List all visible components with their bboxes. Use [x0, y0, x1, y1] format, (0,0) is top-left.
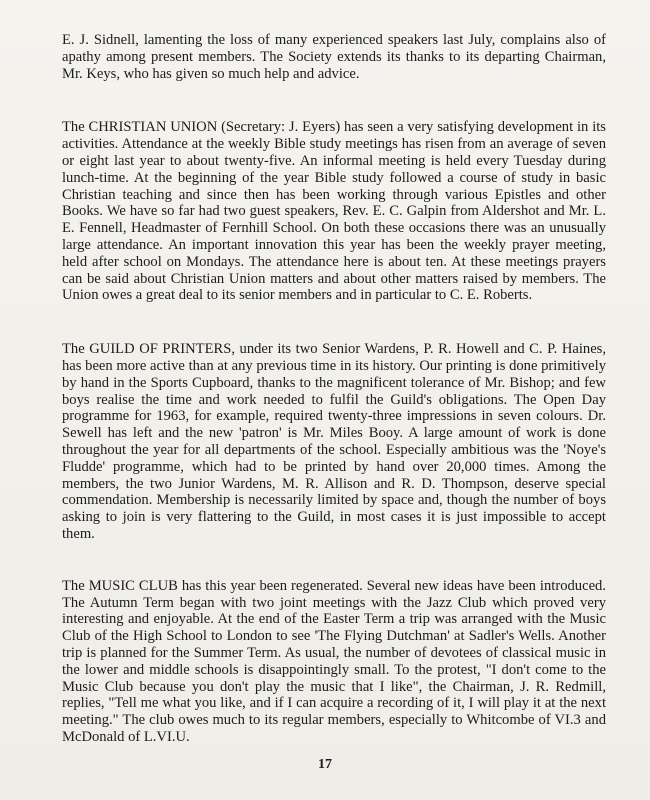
paragraph-music-club: The MUSIC CLUB has this year been regenerated. Several new ideas have been introduced. The Autumn Term began with two joint meetings with the Jazz Club which proved very interesting and enjoyable. At the end of the Easter Term a trip was arranged with the Music Club of the High School to London to see 'The Flying Dutchman' at Sadler's Wells. Another trip is planned for the Summer Term. As usual, the number of devotees of classical music in the lower and middle schools is disappointingly small. To the protest, "I don't come to the Music Club because you don't play the music that I like", the Chairman, J. R. Redmill, replies, "Tell me what you like, and if I can acquire a recording of it, I will play it at the next meeting." The club owes much to its regular members, especially to Whitcombe of VI.3 and McDonald of L.VI.U. [62, 577, 606, 745]
paragraph-debating-society: E. J. Sidnell, lamenting the loss of many experienced speakers last July, complains also of apathy among present members. The Society extends its thanks to its departing Chairman, Mr. Keys, who has given so much help and advice. [62, 32, 606, 82]
paragraph-christian-union: The CHRISTIAN UNION (Secretary: J. Eyers) has seen a very satisfying development in its activities. Attendance at the weekly Bible study meetings has risen from an average of seven or eight last year to about twenty-five. An informal meeting is held every Tuesday during lunch-time. At the beginning of the year Bible study followed a course of study in basic Christian teaching and since then has been working through various Epistles and other Books. We have so far had two guest speakers, Rev. E. C. Galpin from Aldershot and Mr. L. E. Fennell, Headmaster of Fernhill School. On both these occasions there was an unusually large attendance. An important innovation this year has been the weekly prayer meeting, held after school on Mondays. The attendance here is about ten. At these meetings prayers can be said about Christian Union matters and about other matters raised by members. The Union owes a great deal to its senior members and in particular to C. E. Roberts. [62, 119, 606, 304]
text-column [62, 32, 606, 746]
page-number: 17 [318, 757, 332, 772]
paragraph-guild-of-printers: The GUILD OF PRINTERS, under its two Senior Wardens, P. R. Howell and C. P. Haines, has been more active than at any previous time in its history. Our printing is done primitively by hand in the Sports Cupboard, thanks to the magnificent tolerance of Mr. Bishop; and few boys realise the time and work needed to fulfil the Guild's obligations. The Open Day programme for 1963, for example, required twenty-three impressions in seven colours. Dr. Sewell has left and the new 'patron' is Mr. Miles Booy. A large amount of work is done throughout the year for all departments of the school. Especially ambitious was the 'Noye's Fludde' programme, which had to be printed by hand over 20,000 times. Among the members, the two Junior Wardens, M. R. Allison and R. D. Thompson, deserve special commendation. Membership is necessarily limited by space and, though the number of boys asking to join is very flattering to the Guild, in most cases it is just impossible to accept them. [62, 341, 606, 542]
